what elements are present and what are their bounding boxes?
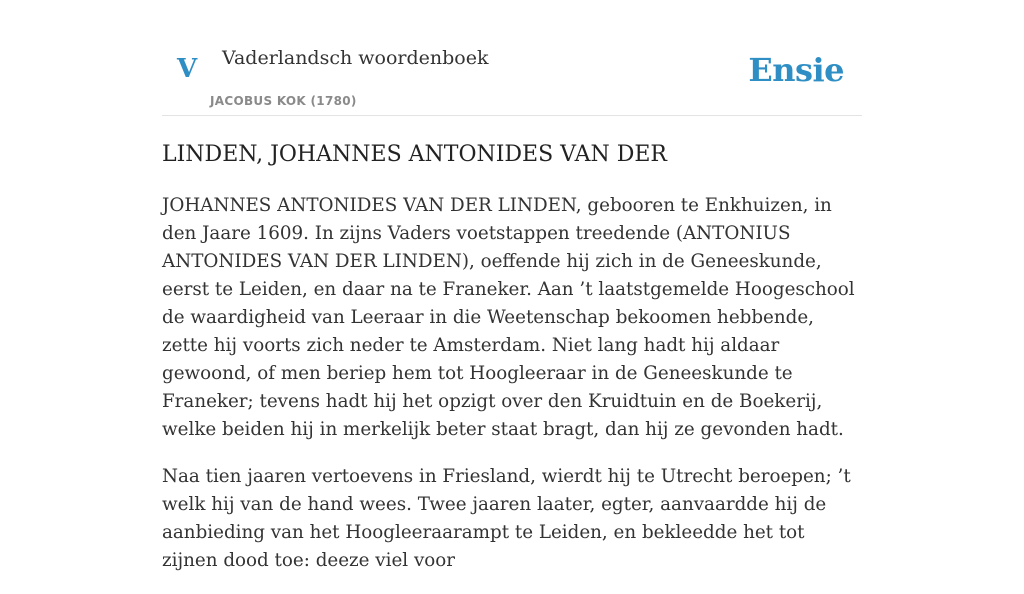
source-header <box>162 40 862 116</box>
article-paragraph: JOHANNES ANTONIDES VAN DER LINDEN, gebooren te Enkhuizen, in den Jaare 1609. In zijns Vaders voetstappen treedende (ANTONIUS ANTONIDES VAN DER LINDEN), oeffende hij zich in de Geneeskunde, eerst te Leiden, en daar na te Franeker. Aan ’t laatstgemelde Hoogeschool de waardigheid van Leeraar in die Weetenschap bekoomen hebbende, zette hij voorts zich neder te Amsterdam. Niet lang hadt hij aldaar gewoond, of men beriep hem tot Hoogleeraar in de Geneeskunde te Franeker; tevens hadt hij het opzigt over den Kruidtuin en de Boekerij, welke beiden hij in merkelijk beter staat bragt, dan hij ze gevonden hadt. <box>162 195 855 440</box>
article-title: LINDEN, JOHANNES ANTONIDES VAN DER <box>162 142 667 167</box>
source-logo-link[interactable]: V <box>177 54 198 84</box>
article-body <box>162 192 862 594</box>
source-title-link[interactable]: Vaderlandsch woordenboek <box>222 47 489 69</box>
article-paragraph: Naa tien jaaren vertoevens in Friesland, wierdt hij te Utrecht beroepen; ’t welk hij van de hand wees. Twee jaaren laater, egter, aanvaardde hij de aanbieding van het Hoogleeraarampt te Leiden, en bekleedde het tot zijnen dood toe: deeze viel voor <box>162 466 851 571</box>
source-author: JACOBUS KOK (1780) <box>210 94 357 108</box>
ensie-brand-link[interactable]: Ensie <box>748 51 844 89</box>
